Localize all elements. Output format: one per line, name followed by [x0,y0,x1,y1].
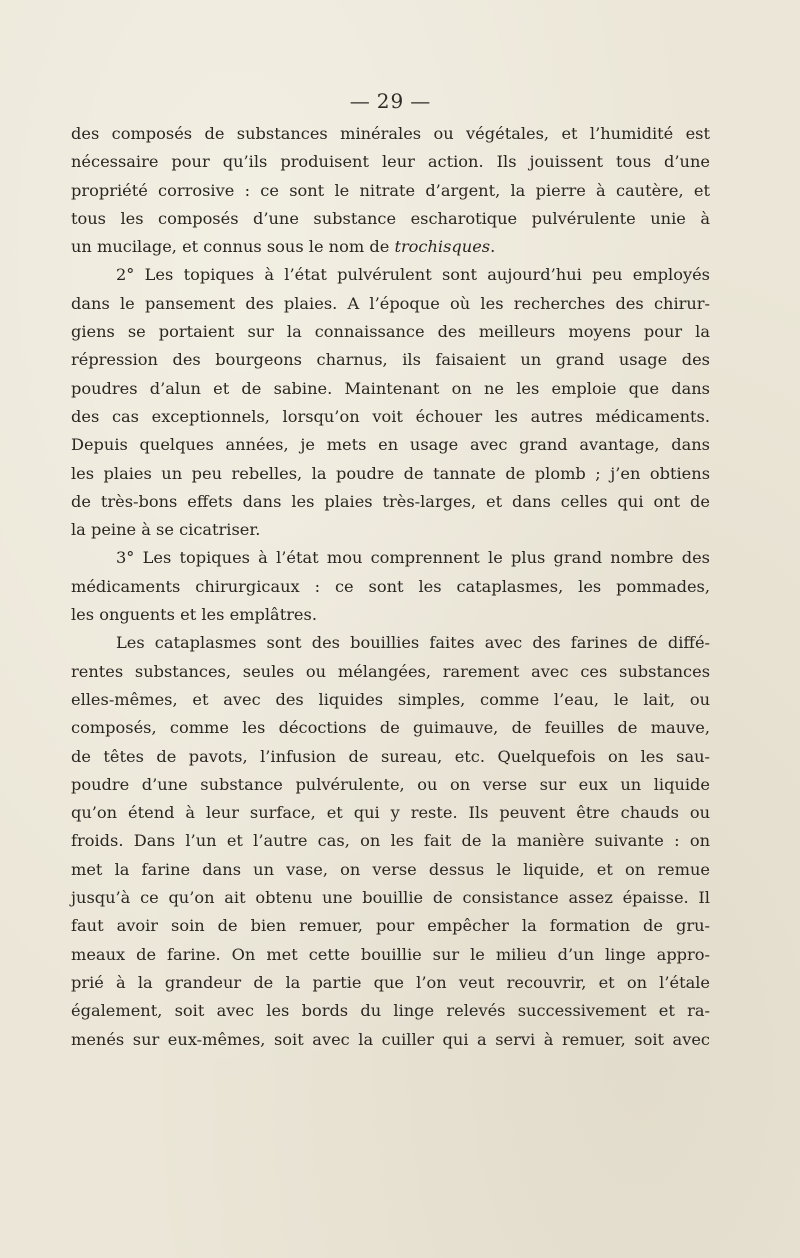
text-line [71,629,710,657]
text-line [71,346,710,374]
line-text: menés sur eux-mêmes, soit avec la cuiller qui a servi à remuer, soit avec [71,1029,710,1049]
text-line [71,177,710,205]
line-text: prié à la grandeur de la partie que l’on veut recouvrir, et on l’étale [71,972,710,992]
text-line [71,488,710,516]
text-line [71,743,710,771]
line-text: médicaments chirurgicaux : ce sont les cataplasmes, les pommades, [71,576,710,596]
line-text-after: . [490,237,496,257]
line-text: meaux de farine. On met cette bouillie sur le milieu d’un linge appro- [71,944,710,964]
text-line [71,516,710,544]
text-line [71,997,710,1025]
text-line [71,601,710,629]
text-line [71,941,710,969]
line-text: giens se portaient sur la connaissance des meilleurs moyens pour la [71,322,710,342]
text-line [71,205,710,233]
text-line [71,714,710,742]
line-text: des composés de substances minérales ou végétales, et l’humidité est [71,124,710,143]
line-text: faut avoir soin de bien remuer, pour empêcher la formation de gru- [71,916,710,936]
page-number [71,88,710,118]
line-text: des cas exceptionnels, lorsqu’on voit échouer les autres médicaments. [71,406,710,426]
page-content [71,88,710,1054]
folio-dash-right: — [410,89,432,113]
text-line [71,120,710,148]
line-text: froids. Dans l’un et l’autre cas, on les fait de la manière suivante : on [71,831,710,851]
text-line [71,233,710,261]
text-line [71,686,710,714]
line-text: un mucilage, et connus sous le nom de [71,237,395,257]
body-text [71,120,710,1054]
text-line [71,884,710,912]
text-line [71,827,710,855]
paragraph [71,544,710,629]
text-line [71,658,710,686]
line-text: également, soit avec les bords du linge relevés successivement et ra- [71,1001,710,1021]
line-text: jusqu’à ce qu’on ait obtenu une bouillie de consistance assez épaisse. Il [71,888,710,908]
line-text: de têtes de pavots, l’infusion de sureau, etc. Quelquefois on les sau- [71,746,710,766]
text-line [71,799,710,827]
line-text: Les cataplasmes sont des bouillies faites avec des farines de diffé- [116,633,710,653]
text-line [71,318,710,346]
folio-number: 29 [376,89,405,113]
text-line [71,856,710,884]
line-text: propriété corrosive : ce sont le nitrate d’argent, la pierre à cautère, et [71,180,710,200]
line-text: les plaies un peu rebelles, la poudre de tannate de plomb ; j’en obtiens [71,463,710,483]
paragraph [71,261,710,544]
text-line [71,261,710,289]
text-line [71,969,710,997]
paragraph [71,629,710,1053]
line-text: tous les composés d’une substance escharotique pulvérulente unie à [71,208,710,228]
line-text: 3° Les topiques à l’état mou comprennent le plus grand nombre des [116,548,710,568]
line-text: de très-bons effets dans les plaies très-larges, et dans celles qui ont de [71,491,710,511]
text-line [71,290,710,318]
line-text: les onguents et les emplâtres. [71,605,317,625]
text-line [71,431,710,459]
line-text: répression des bourgeons charnus, ils faisaient un grand usage des [71,350,710,370]
line-text: nécessaire pour qu’ils produisent leur action. Ils jouissent tous d’une [71,152,710,172]
text-line [71,1026,710,1054]
line-text: composés, comme les décoctions de guimauve, de feuilles de mauve, [71,718,710,738]
line-text: dans le pansement des plaies. A l’époque où les recherches des chirur- [71,293,710,313]
text-line [71,460,710,488]
paragraph [71,120,710,261]
text-line [71,573,710,601]
text-line [71,544,710,572]
text-line [71,375,710,403]
line-text: poudre d’une substance pulvérulente, ou on verse sur eux un liquide [71,774,710,794]
line-text: 2° Les topiques à l’état pulvérulent sont aujourd’hui peu employés [116,265,710,285]
text-line [71,148,710,176]
line-text: Depuis quelques années, je mets en usage avec grand avantage, dans [71,435,710,455]
line-text: qu’on étend à leur surface, et qui y reste. Ils peuvent être chauds ou [71,803,710,823]
line-text: met la farine dans un vase, on verse dessus le liquide, et on remue [71,859,710,879]
text-line [71,912,710,940]
text-line [71,403,710,431]
line-text: elles-mêmes, et avec des liquides simples, comme l’eau, le lait, ou [71,689,710,709]
folio-dash-left: — [349,89,371,113]
text-line [71,771,710,799]
line-text: rentes substances, seules ou mélangées, rarement avec ces substances [71,661,710,681]
italic-term: trochisques [394,237,491,257]
line-text: la peine à se cicatriser. [71,520,261,540]
line-text: poudres d’alun et de sabine. Maintenant on ne les emploie que dans [71,378,710,398]
